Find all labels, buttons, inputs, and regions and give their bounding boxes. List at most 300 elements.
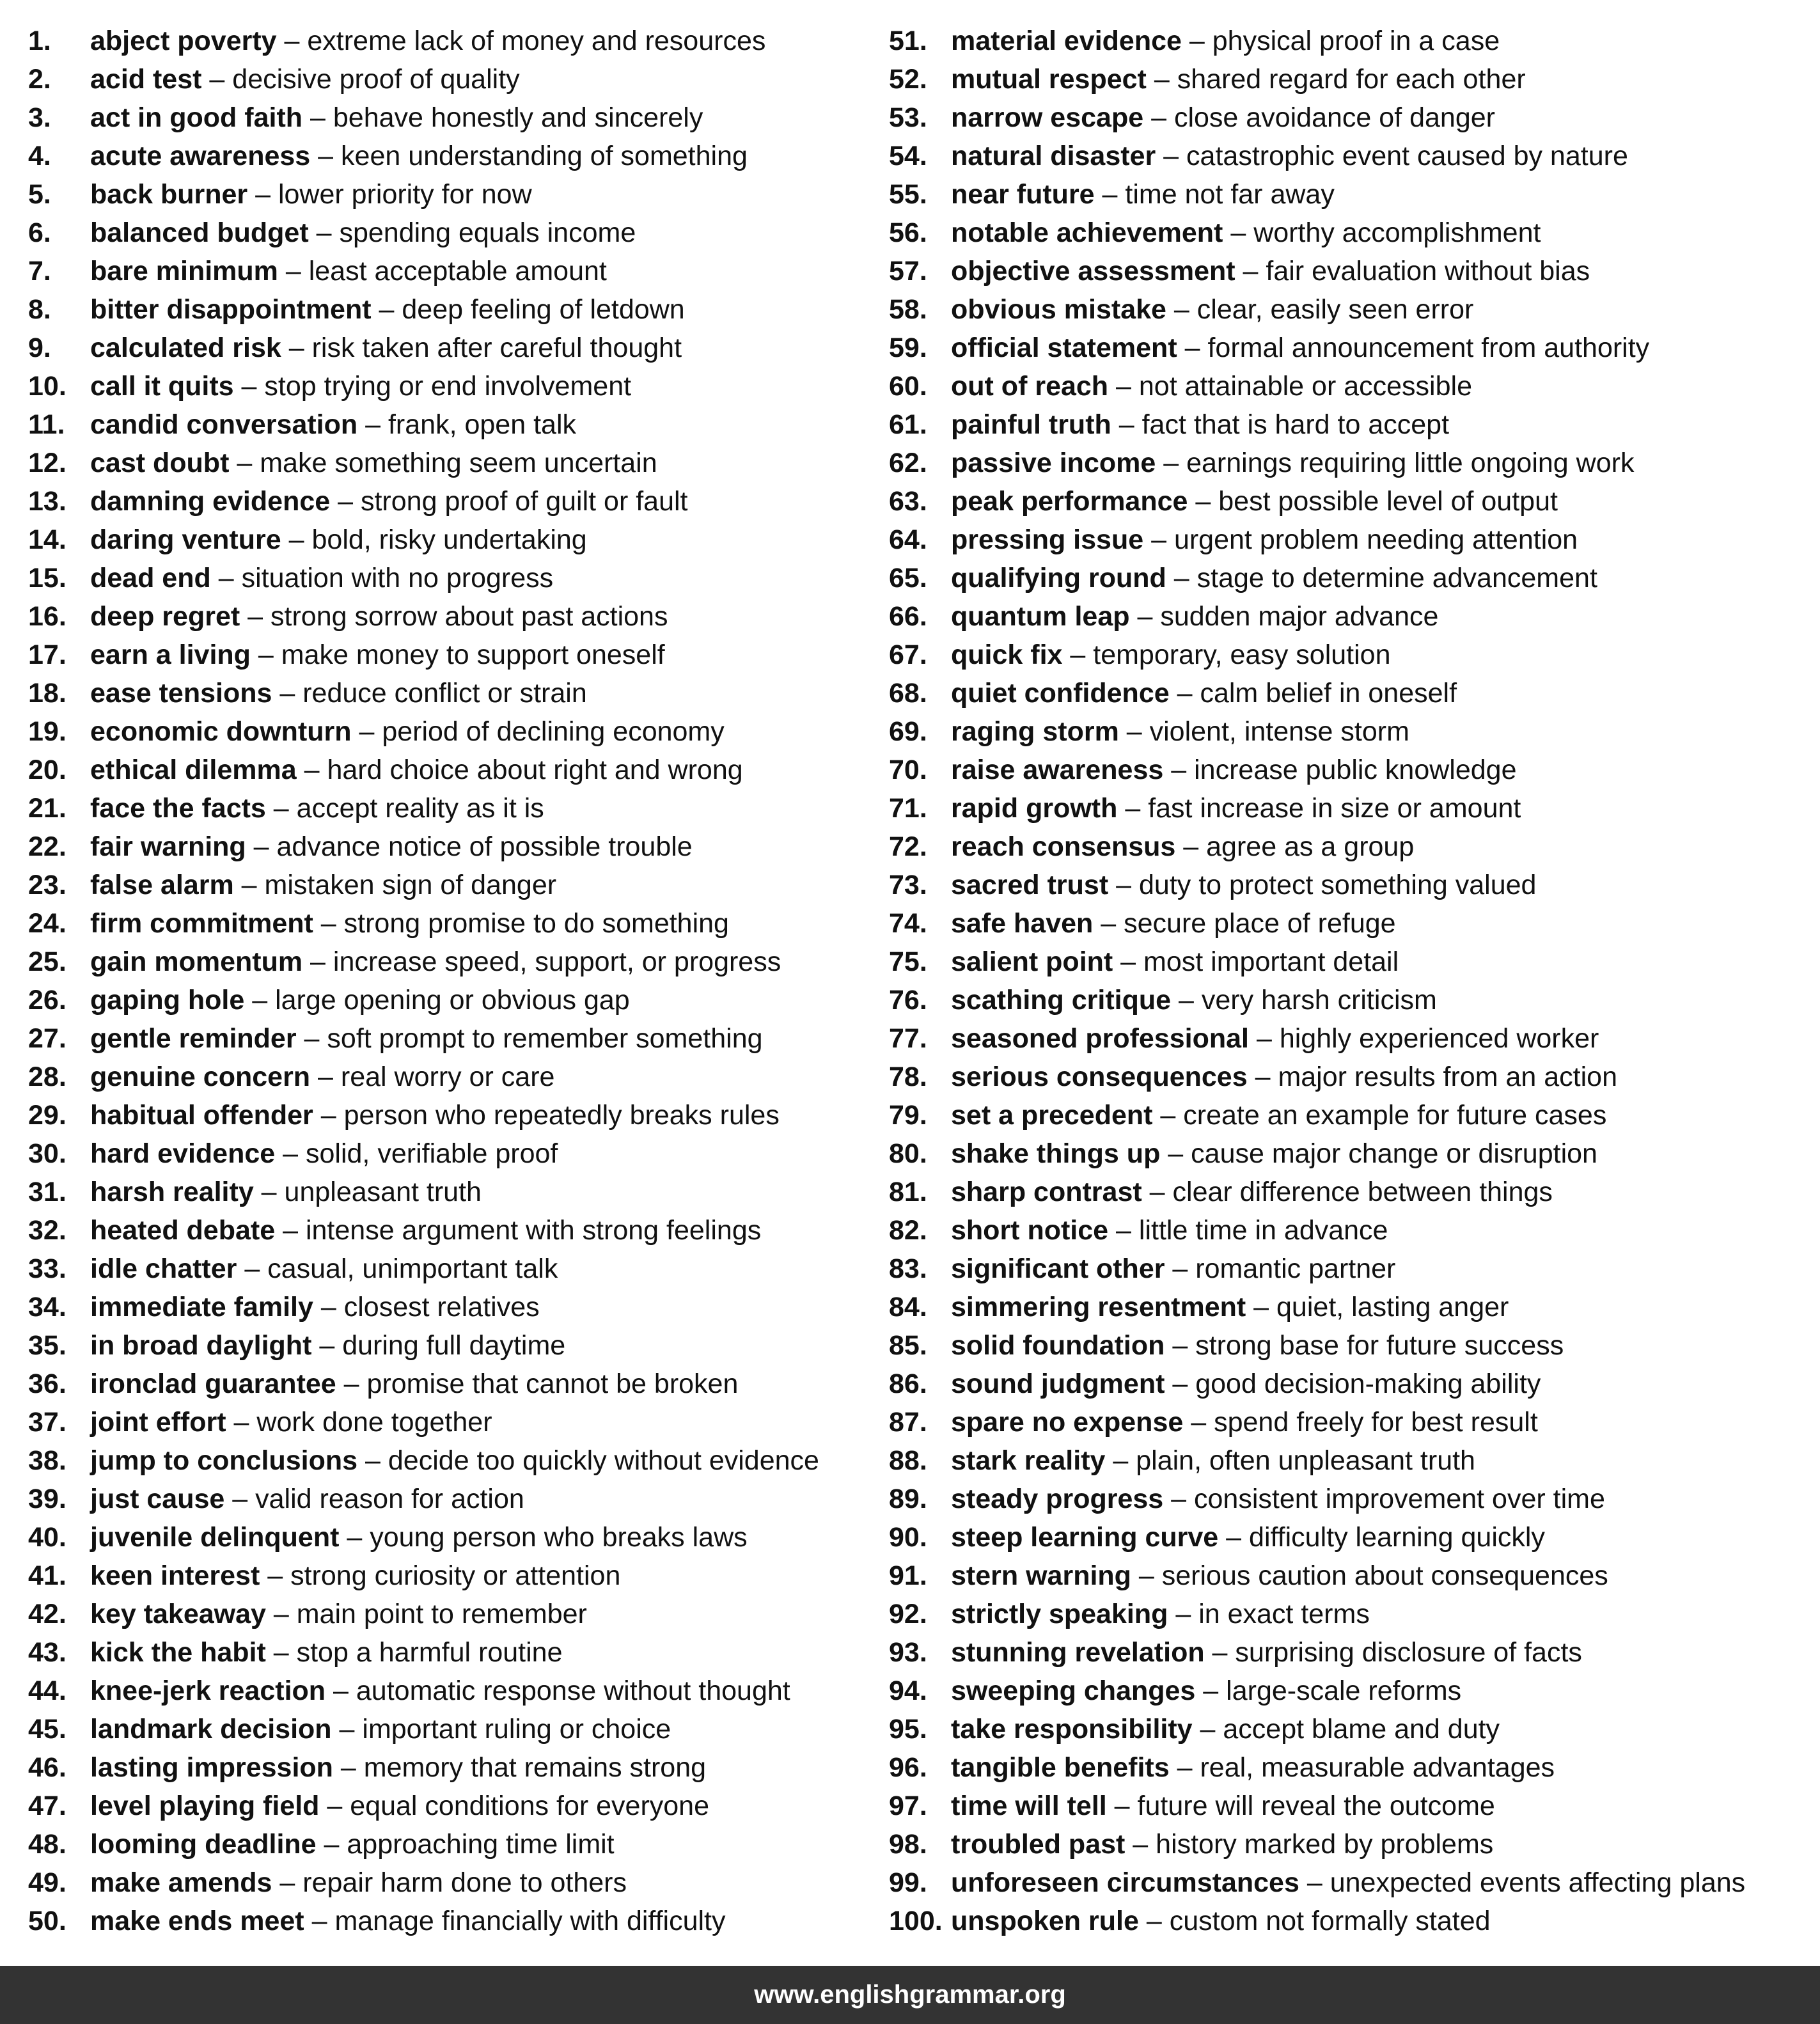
item-definition: decisive proof of quality — [232, 64, 520, 95]
item-term: idle chatter — [90, 1253, 237, 1284]
item-number: 44. — [28, 1675, 67, 1706]
item-definition: closest relatives — [343, 1292, 540, 1322]
right-column — [889, 22, 1810, 1940]
item-term: peak performance — [951, 486, 1188, 517]
item-separator: – — [1143, 524, 1174, 555]
item-definition: strong curiosity or attention — [290, 1560, 621, 1591]
item-text — [90, 98, 703, 137]
item-text — [90, 789, 544, 828]
item-number: 7. — [28, 256, 51, 286]
list-item — [28, 1902, 879, 1940]
item-definition: decide too quickly without evidence — [388, 1445, 819, 1476]
item-definition: real, measurable advantages — [1200, 1752, 1555, 1783]
item-term: daring venture — [90, 524, 281, 555]
list-item — [28, 482, 879, 521]
item-number: 60. — [889, 371, 927, 402]
item-separator: – — [313, 1292, 344, 1322]
item-number: 25. — [28, 946, 67, 977]
item-definition: worthy accomplishment — [1253, 217, 1541, 248]
item-text — [90, 1480, 524, 1518]
list-item — [889, 1058, 1810, 1096]
list-item — [889, 1672, 1810, 1710]
item-text — [951, 521, 1578, 559]
item-number: 93. — [889, 1637, 927, 1668]
item-term: firm commitment — [90, 908, 313, 939]
item-text — [90, 1096, 780, 1134]
item-number: 36. — [28, 1369, 67, 1399]
item-text — [951, 1672, 1461, 1710]
item-definition: spending equals income — [339, 217, 636, 248]
item-separator: – — [1204, 1637, 1236, 1668]
item-number: 41. — [28, 1560, 67, 1591]
list-item — [889, 329, 1810, 367]
item-text — [90, 175, 532, 214]
list-item — [28, 1211, 879, 1250]
item-term: hard evidence — [90, 1138, 276, 1169]
item-term: jump to conclusions — [90, 1445, 358, 1476]
item-definition: unpleasant truth — [284, 1177, 482, 1207]
item-definition: create an example for future cases — [1183, 1100, 1607, 1131]
item-definition: person who repeatedly breaks rules — [343, 1100, 780, 1131]
item-text — [90, 1518, 748, 1557]
item-term: scathing critique — [951, 985, 1172, 1016]
list-item — [889, 751, 1810, 789]
item-separator: – — [1160, 1138, 1191, 1169]
item-definition: important ruling or choice — [362, 1714, 671, 1745]
item-definition: clear, easily seen error — [1196, 294, 1474, 325]
item-number: 42. — [28, 1599, 67, 1629]
item-number: 92. — [889, 1599, 927, 1629]
item-number: 6. — [28, 217, 51, 248]
item-text — [90, 1825, 615, 1863]
item-number: 100. — [889, 1906, 943, 1936]
list-item — [889, 1710, 1810, 1748]
item-definition: formal announcement from authority — [1207, 333, 1650, 363]
item-definition: surprising disclosure of facts — [1235, 1637, 1582, 1668]
item-term: quiet confidence — [951, 678, 1170, 709]
list-item — [889, 482, 1810, 521]
item-separator: – — [275, 1215, 306, 1246]
item-text — [90, 252, 607, 290]
item-separator: – — [296, 1023, 327, 1054]
item-separator: – — [302, 102, 333, 133]
item-separator: – — [1143, 102, 1174, 133]
item-text — [90, 1288, 540, 1326]
item-term: material evidence — [951, 26, 1182, 56]
item-number: 1. — [28, 26, 51, 56]
item-separator: – — [351, 716, 382, 747]
item-text — [951, 137, 1628, 175]
item-number: 19. — [28, 716, 67, 747]
item-term: set a precedent — [951, 1100, 1153, 1131]
item-text — [90, 1058, 554, 1096]
item-definition: equal conditions for everyone — [350, 1791, 710, 1821]
list-item — [28, 1748, 879, 1787]
item-number: 62. — [889, 448, 927, 478]
list-item — [889, 1288, 1810, 1326]
item-term: time will tell — [951, 1791, 1107, 1821]
item-separator: – — [250, 639, 281, 670]
item-definition: physical proof in a case — [1212, 26, 1500, 56]
item-term: obvious mistake — [951, 294, 1166, 325]
item-separator: – — [311, 1330, 343, 1361]
item-number: 61. — [889, 409, 927, 440]
item-text — [90, 1557, 620, 1595]
item-separator: – — [1163, 1484, 1195, 1514]
item-term: significant other — [951, 1253, 1165, 1284]
item-number: 14. — [28, 524, 67, 555]
item-term: natural disaster — [951, 141, 1156, 171]
item-definition: manage financially with difficulty — [334, 1906, 726, 1936]
item-text — [951, 1557, 1608, 1595]
item-text — [951, 60, 1526, 98]
item-definition: lower priority for now — [278, 179, 532, 210]
list-item — [28, 290, 879, 329]
item-separator: – — [1094, 179, 1126, 210]
item-definition: fast increase in size or amount — [1148, 793, 1521, 824]
item-number: 38. — [28, 1445, 67, 1476]
footer-bar — [0, 1966, 1820, 2024]
item-definition: accept blame and duty — [1223, 1714, 1500, 1745]
item-text — [951, 1480, 1605, 1518]
item-separator: – — [224, 1484, 256, 1514]
item-text — [951, 444, 1634, 482]
item-definition: accept reality as it is — [296, 793, 544, 824]
list-item — [28, 1019, 879, 1058]
list-item — [889, 1787, 1810, 1825]
item-term: passive income — [951, 448, 1156, 478]
item-text — [90, 329, 682, 367]
list-item — [28, 1825, 879, 1863]
item-separator: – — [302, 946, 333, 977]
list-item — [889, 444, 1810, 482]
item-number: 11. — [28, 409, 65, 440]
item-definition: make something seem uncertain — [260, 448, 657, 478]
list-item — [28, 1518, 879, 1557]
item-text — [90, 1250, 558, 1288]
item-definition: close avoidance of danger — [1173, 102, 1495, 133]
item-term: mutual respect — [951, 64, 1147, 95]
item-separator: – — [1181, 26, 1212, 56]
list-item — [889, 1250, 1810, 1288]
item-definition: secure place of refuge — [1124, 908, 1396, 939]
item-separator: – — [1171, 985, 1202, 1016]
footer-website-link[interactable]: www.englishgrammar.org — [754, 1981, 1066, 2009]
item-text — [90, 1211, 761, 1250]
item-text — [951, 1019, 1599, 1058]
item-separator: – — [229, 448, 260, 478]
item-separator: – — [272, 1867, 303, 1898]
list-item — [28, 636, 879, 674]
item-number: 68. — [889, 678, 927, 709]
list-item — [889, 137, 1810, 175]
item-term: make ends meet — [90, 1906, 304, 1936]
item-separator: – — [201, 64, 233, 95]
item-definition: sudden major advance — [1160, 601, 1439, 632]
item-separator: – — [310, 1062, 341, 1092]
list-item — [28, 60, 879, 98]
item-separator: – — [1195, 1675, 1227, 1706]
item-text — [90, 137, 748, 175]
item-number: 71. — [889, 793, 927, 824]
item-term: heated debate — [90, 1215, 276, 1246]
item-text — [951, 636, 1391, 674]
item-definition: catastrophic event caused by nature — [1186, 141, 1628, 171]
list-item — [889, 559, 1810, 597]
item-term: sound judgment — [951, 1369, 1165, 1399]
item-separator: – — [308, 217, 340, 248]
item-number: 94. — [889, 1675, 927, 1706]
item-term: kick the habit — [90, 1637, 266, 1668]
item-text — [951, 1595, 1370, 1633]
item-term: economic downturn — [90, 716, 352, 747]
item-term: earn a living — [90, 639, 251, 670]
item-separator: – — [1165, 1369, 1196, 1399]
list-item — [889, 22, 1810, 60]
item-separator: – — [1165, 1330, 1196, 1361]
list-item — [889, 674, 1810, 712]
list-item — [28, 1250, 879, 1288]
item-number: 35. — [28, 1330, 67, 1361]
item-text — [90, 405, 576, 444]
item-text — [90, 1134, 558, 1173]
item-definition: reduce conflict or strain — [302, 678, 587, 709]
list-item — [28, 367, 879, 405]
item-text — [951, 482, 1558, 521]
item-separator: – — [1138, 1906, 1170, 1936]
item-definition: duty to protect something valued — [1138, 870, 1537, 900]
item-term: keen interest — [90, 1560, 260, 1591]
item-term: steep learning curve — [951, 1522, 1219, 1553]
item-number: 79. — [889, 1100, 927, 1131]
list-item — [889, 712, 1810, 751]
item-separator: – — [1141, 1177, 1173, 1207]
item-number: 83. — [889, 1253, 927, 1284]
list-item — [889, 1902, 1810, 1940]
item-term: stunning revelation — [951, 1637, 1205, 1668]
item-text — [90, 866, 556, 904]
item-text — [951, 252, 1590, 290]
item-text — [951, 405, 1449, 444]
item-text — [90, 1633, 563, 1672]
list-item — [28, 1863, 879, 1902]
item-number: 27. — [28, 1023, 67, 1054]
list-item — [28, 789, 879, 828]
item-term: strictly speaking — [951, 1599, 1168, 1629]
item-definition: mistaken sign of danger — [264, 870, 557, 900]
item-text — [90, 636, 665, 674]
list-item — [889, 1096, 1810, 1134]
item-definition: soft prompt to remember something — [327, 1023, 763, 1054]
item-number: 72. — [889, 831, 927, 862]
item-separator: – — [1093, 908, 1124, 939]
item-separator: – — [1299, 1867, 1330, 1898]
list-item — [28, 175, 879, 214]
item-definition: clear difference between things — [1172, 1177, 1553, 1207]
item-definition: large opening or obvious gap — [275, 985, 630, 1016]
item-definition: custom not formally stated — [1169, 1906, 1491, 1936]
item-text — [90, 828, 693, 866]
item-term: sacred trust — [951, 870, 1109, 900]
item-term: serious consequences — [951, 1062, 1248, 1092]
item-separator: – — [1117, 793, 1149, 824]
list-item — [28, 1326, 879, 1365]
item-separator: – — [316, 1829, 347, 1860]
item-term: face the facts — [90, 793, 266, 824]
item-text — [951, 1748, 1555, 1787]
item-term: deep regret — [90, 601, 240, 632]
item-term: unforeseen circumstances — [951, 1867, 1299, 1898]
item-term: false alarm — [90, 870, 234, 900]
item-definition: work done together — [256, 1407, 492, 1438]
list-item — [889, 175, 1810, 214]
item-separator: – — [253, 1177, 285, 1207]
item-number: 78. — [889, 1062, 927, 1092]
item-term: narrow escape — [951, 102, 1144, 133]
item-separator: – — [1062, 639, 1094, 670]
item-text — [90, 904, 729, 943]
item-number: 66. — [889, 601, 927, 632]
item-term: cast doubt — [90, 448, 230, 478]
item-number: 49. — [28, 1867, 67, 1898]
item-separator: – — [1131, 1560, 1162, 1591]
item-definition: stage to determine advancement — [1196, 563, 1597, 593]
item-number: 63. — [889, 486, 927, 517]
item-text — [90, 597, 668, 636]
item-term: official statement — [951, 333, 1177, 363]
item-separator: – — [1108, 1215, 1139, 1246]
list-item — [28, 1365, 879, 1403]
item-separator: – — [1129, 601, 1161, 632]
item-separator: – — [1246, 1292, 1277, 1322]
item-separator: – — [313, 1100, 344, 1131]
item-number: 34. — [28, 1292, 67, 1322]
item-term: harsh reality — [90, 1177, 254, 1207]
item-text — [951, 1403, 1538, 1441]
item-number: 73. — [889, 870, 927, 900]
item-separator: – — [310, 141, 341, 171]
item-separator: – — [281, 524, 312, 555]
item-text — [90, 521, 587, 559]
item-number: 69. — [889, 716, 927, 747]
list-item — [28, 1633, 879, 1672]
list-item — [889, 1863, 1810, 1902]
item-separator: – — [272, 678, 303, 709]
list-item — [28, 1441, 879, 1480]
item-text — [951, 1710, 1500, 1748]
list-item — [889, 828, 1810, 866]
item-separator: – — [319, 1791, 350, 1821]
list-item — [28, 405, 879, 444]
list-item — [889, 521, 1810, 559]
item-definition: violent, intense storm — [1149, 716, 1409, 747]
item-term: balanced budget — [90, 217, 309, 248]
item-text — [951, 1825, 1493, 1863]
item-text — [951, 1250, 1395, 1288]
list-item — [889, 405, 1810, 444]
item-number: 99. — [889, 1867, 927, 1898]
item-separator: – — [1146, 64, 1177, 95]
item-text — [951, 1211, 1388, 1250]
item-separator: – — [260, 1560, 291, 1591]
item-term: quantum leap — [951, 601, 1130, 632]
item-number: 77. — [889, 1023, 927, 1054]
item-text — [90, 1173, 482, 1211]
item-number: 67. — [889, 639, 927, 670]
list-item — [28, 98, 879, 137]
item-term: habitual offender — [90, 1100, 313, 1131]
item-definition: serious caution about consequences — [1161, 1560, 1608, 1591]
item-number: 59. — [889, 333, 927, 363]
item-definition: urgent problem needing attention — [1173, 524, 1578, 555]
item-separator: – — [1183, 1407, 1214, 1438]
item-term: stern warning — [951, 1560, 1131, 1591]
item-separator: – — [1111, 409, 1142, 440]
list-item — [28, 1672, 879, 1710]
item-text — [951, 674, 1457, 712]
list-item — [28, 904, 879, 943]
list-item — [28, 981, 879, 1019]
item-term: ironclad guarantee — [90, 1369, 336, 1399]
list-item — [28, 1134, 879, 1173]
item-number: 45. — [28, 1714, 67, 1745]
item-text — [90, 1326, 565, 1365]
item-number: 17. — [28, 639, 67, 670]
item-number: 30. — [28, 1138, 67, 1169]
item-number: 70. — [889, 755, 927, 785]
item-definition: most important detail — [1143, 946, 1399, 977]
item-definition: bold, risky undertaking — [311, 524, 587, 555]
list-item — [28, 866, 879, 904]
item-definition: casual, unimportant talk — [267, 1253, 558, 1284]
item-text — [951, 1787, 1495, 1825]
item-number: 74. — [889, 908, 927, 939]
item-text — [90, 60, 520, 98]
item-number: 75. — [889, 946, 927, 977]
item-text — [951, 828, 1414, 866]
item-number: 15. — [28, 563, 67, 593]
item-term: objective assessment — [951, 256, 1236, 286]
item-separator: – — [244, 985, 276, 1016]
item-term: reach consensus — [951, 831, 1176, 862]
item-definition: agree as a group — [1206, 831, 1415, 862]
item-definition: earnings requiring little ongoing work — [1186, 448, 1635, 478]
item-term: salient point — [951, 946, 1113, 977]
item-separator: – — [1105, 1445, 1136, 1476]
item-number: 47. — [28, 1791, 67, 1821]
item-separator: – — [339, 1522, 370, 1553]
item-term: key takeaway — [90, 1599, 266, 1629]
item-number: 96. — [889, 1752, 927, 1783]
item-number: 31. — [28, 1177, 67, 1207]
item-definition: risk taken after careful thought — [311, 333, 682, 363]
item-text — [90, 1019, 763, 1058]
item-separator: – — [1218, 1522, 1250, 1553]
item-term: level playing field — [90, 1791, 320, 1821]
item-text — [90, 367, 631, 405]
item-term: solid foundation — [951, 1330, 1165, 1361]
item-number: 18. — [28, 678, 67, 709]
list-item — [889, 1748, 1810, 1787]
item-definition: make money to support oneself — [281, 639, 665, 670]
list-item — [28, 674, 879, 712]
item-term: shake things up — [951, 1138, 1161, 1169]
item-term: safe haven — [951, 908, 1094, 939]
list-item — [889, 981, 1810, 1019]
item-term: ethical dilemma — [90, 755, 297, 785]
item-term: simmering resentment — [951, 1292, 1246, 1322]
list-item — [28, 712, 879, 751]
